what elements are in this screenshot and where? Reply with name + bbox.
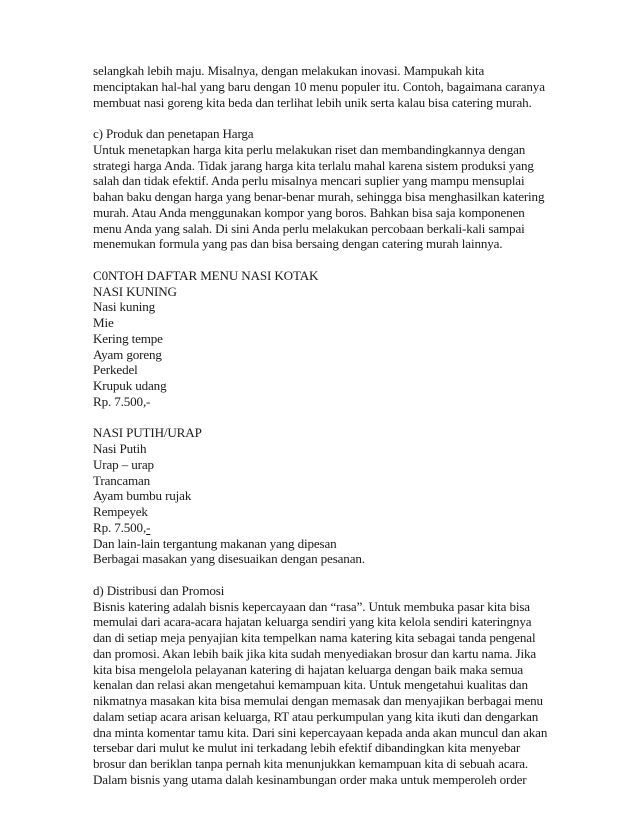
- section-c-line: salah dan tidak efektif. Anda perlu misalnya mencari suplier yang mampu mensuplai: [93, 173, 525, 189]
- section-c-line: bahan baku dengan harga yang benar-benar murah, sehingga bisa menghasilkan katering: [93, 189, 545, 204]
- menu-name: NASI PUTIH/URAP: [93, 425, 202, 441]
- paragraph-gap: [93, 110, 553, 126]
- section-d-line: kita bisa mengelola pelayanan katering di hajatan keluarga dengan baik maka semua: [93, 661, 524, 677]
- menu-item: Perkedel: [93, 362, 138, 378]
- menu-note: Dan lain-lain tergantung makanan yang dipesan: [93, 535, 337, 551]
- menu-item: Urap – urap: [93, 456, 154, 472]
- section-d: [93, 583, 553, 788]
- section-d-line: brosur dan beriklan tanpa pernah kita menunjukkan kemampuan kita di sebuah acara.: [93, 756, 529, 771]
- section-d-line: tersebar dari mulut ke mulut ini terkadang lebih efektif dibandingkan kita menyebar: [93, 740, 521, 756]
- menu-price-line: [93, 520, 553, 536]
- menu-item: Ayam goreng: [93, 346, 162, 362]
- section-c-heading: c) Produk dan penetapan Harga: [93, 126, 254, 141]
- intro-line: membuat nasi goreng kita beda dan terlihat lebih unik serta kalau bisa catering murah.: [93, 94, 532, 110]
- paragraph-gap: [93, 410, 553, 426]
- menu-title: C0NTOH DAFTAR MENU NASI KOTAK: [93, 267, 319, 283]
- menu-item: Rempeyek: [93, 504, 148, 519]
- section-d-line: nikmatnya masakan kita bisa memulai dengan memasak dan menyajikan berbagai menu: [93, 693, 543, 708]
- menu-note: Berbagai masakan yang disesuaikan dengan pesanan.: [93, 551, 365, 567]
- document-page: [93, 63, 553, 788]
- section-d-line: kenalan dan relasi akan mengetahui kemampuan kita. Untuk mengetahui kualitas dan: [93, 677, 528, 693]
- menu-item: Kering tempe: [93, 330, 163, 346]
- section-d-line: dna minta komentar tamu kita. Dari sini kepercayaan kepada anda akan muncul dan akan: [93, 724, 548, 740]
- menu-item: Ayam bumbu rujak: [93, 488, 192, 504]
- price-link[interactable]: -: [146, 519, 151, 535]
- menu-item: Trancaman: [93, 472, 151, 488]
- paragraph-gap: [93, 252, 553, 268]
- section-d-line: Dalam bisnis yang utama dalah kesinambungan order maka untuk memperoleh order: [93, 771, 527, 787]
- menu-item: Krupuk udang: [93, 378, 167, 393]
- section-d-line: dan promosi. Akan lebih baik jika kita sudah menyediakan brosur dan kartu nama. Jika: [93, 645, 537, 661]
- section-c: [93, 126, 553, 252]
- menu-price: Rp. 7.500,: [93, 519, 147, 535]
- section-c-line: murah. Atau Anda menggunakan kompor yang boros. Bahkan bisa saja komponenen: [93, 204, 525, 220]
- section-c-line: Untuk menetapkan harga kita perlu melakukan riset dan membandingkannya dengan: [93, 141, 526, 157]
- menu-name: NASI KUNING: [93, 283, 177, 299]
- intro-line: menciptakan hal-hal yang baru dengan 10 menu populer itu. Contoh, bagaimana caranya: [93, 78, 545, 94]
- menu-nasi-kuning: [93, 268, 553, 410]
- section-c-line: menu Anda yang salah. Di sini Anda perlu melakukan percobaan berkali-kali sampai: [93, 220, 525, 236]
- intro-paragraph: [93, 63, 553, 110]
- menu-price: Rp. 7.500,-: [93, 393, 151, 409]
- section-d-line: dalam setiap acara arisan keluarga, RT atau perkumpulan yang kita ikuti dan dengarkan: [93, 708, 539, 724]
- menu-item: Mie: [93, 315, 114, 330]
- section-d-line: dan di setiap meja penyajian kita tempelkan nama katering kita sebagai tanda pengenal: [93, 630, 536, 645]
- section-c-line: menemukan formula yang pas dan bisa bersaing dengan catering murah lainnya.: [93, 236, 503, 252]
- menu-nasi-putih: [93, 425, 553, 567]
- paragraph-gap: [93, 567, 553, 583]
- section-d-heading: d) Distribusi dan Promosi: [93, 582, 225, 598]
- menu-item: Nasi Putih: [93, 441, 147, 456]
- section-d-line: memulai dari acara-acara hajatan keluarga sendiri yang kita kelola sendiri kateringnya: [93, 614, 532, 630]
- intro-line: selangkah lebih maju. Misalnya, dengan melakukan inovasi. Mampukah kita: [93, 63, 485, 78]
- menu-item: Nasi kuning: [93, 299, 155, 315]
- section-d-line: Bisnis katering adalah bisnis kepercayaan dan “rasa”. Untuk membuka pasar kita bisa: [93, 598, 530, 614]
- section-c-line: strategi harga Anda. Tidak jarang harga kita terlalu mahal karena sistem produksi yang: [93, 157, 534, 173]
